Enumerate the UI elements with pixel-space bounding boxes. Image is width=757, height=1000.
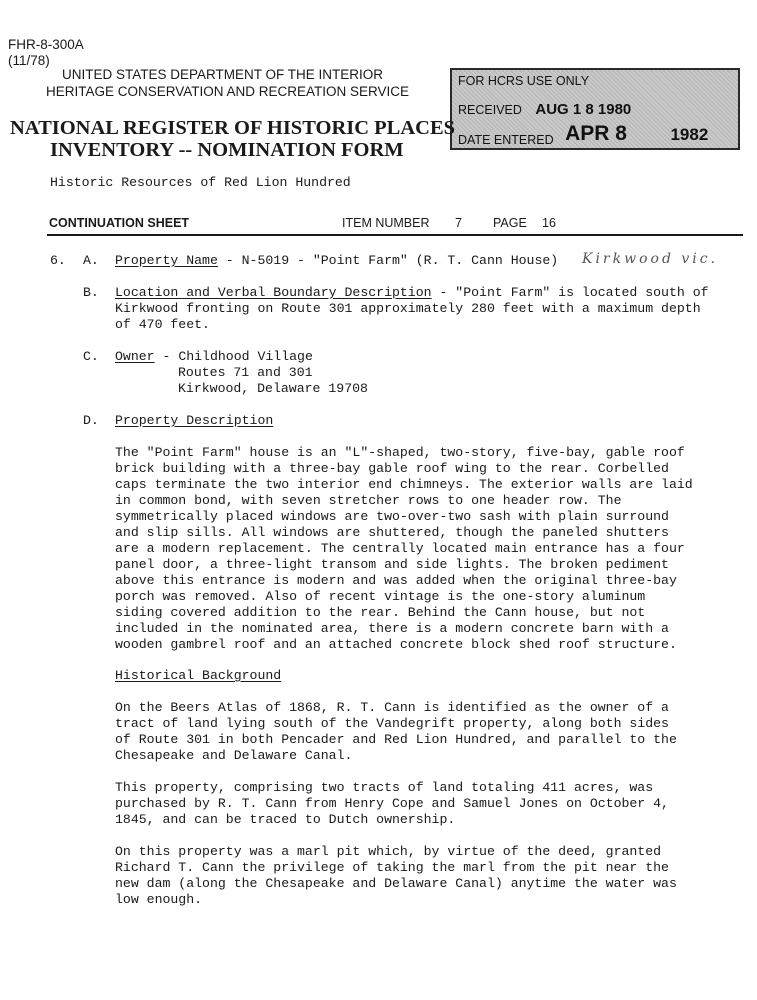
stamp-received-label: RECEIVED [458,103,522,117]
agency-line-1: UNITED STATES DEPARTMENT OF THE INTERIOR [62,67,384,82]
page-number: 16 [542,216,556,230]
item-a-letter: A. [83,253,99,268]
description-line: in common bond, with seven stretcher rows to one header row. The [115,493,622,508]
description-line: porch was removed. Also of recent vintage is the one-story aluminum [115,589,646,604]
stamp-received-date: AUG 1 8 1980 [535,101,632,118]
item-b-text [115,285,715,333]
location-heading: Location and Verbal Boundary Description [115,285,432,300]
history-line: On this property was a marl pit which, by virtue of the deed, granted [115,844,662,859]
continuation-label: CONTINUATION SHEET [49,216,190,230]
continuation-rule [47,234,743,236]
property-description-heading: Property Description [115,413,274,428]
location-line-1: - "Point Farm" is located south of [431,285,709,300]
owner-name: - Childhood Village [154,349,313,364]
form-number: FHR-8-300A [8,37,84,52]
title-line-1: NATIONAL REGISTER OF HISTORIC PLACES [10,117,456,139]
agency-line-2: HERITAGE CONSERVATION AND RECREATION SERVICE [46,84,410,99]
owner-line-1 [115,349,313,364]
form-date: (11/78) [8,53,50,68]
stamp-received-row [458,101,631,118]
owner-line-2: Routes 71 and 301 [178,365,313,380]
description-line: wooden gambrel roof and an attached concrete block shed roof structure. [115,637,677,652]
document-subtitle: Historic Resources of Red Lion Hundred [50,175,351,190]
property-name-text: - N-5019 - "Point Farm" (R. T. Cann House) [217,253,559,268]
location-line-3: of 470 feet. [115,317,210,332]
item-d-letter: D. [83,413,99,428]
description-line: are a modern replacement. The centrally located main entrance has a four [115,541,685,556]
item-number-label: ITEM NUMBER [342,216,430,230]
item-b-letter: B. [83,285,99,300]
history-line: new dam (along the Chesapeake and Delaware Canal) anytime the water was [115,876,677,891]
hcrs-use-stamp [450,68,740,150]
history-line: 1845, and can be traced to Dutch ownership. [115,812,456,827]
section-number: 6. [50,253,66,268]
history-line: purchased by R. T. Cann from Henry Cope and Samuel Jones on October 4, [115,796,669,811]
description-line: symmetrically placed windows are two-over-two sash with plain surround [115,509,669,524]
property-description-paragraph [115,445,715,653]
location-line-2: Kirkwood fronting on Route 301 approximately 280 feet with a maximum depth [115,301,701,316]
title-line-2: INVENTORY -- NOMINATION FORM [50,139,404,161]
owner-heading: Owner [115,349,155,364]
form-code [8,37,84,69]
history-line: This property, comprising two tracts of land totaling 411 acres, was [115,780,654,795]
stamp-entered-year: 1982 [670,125,709,144]
item-a-line [115,253,558,268]
historical-background-heading: Historical Background [115,668,282,683]
historical-paragraph-1 [115,700,715,764]
item-c-letter: C. [83,349,99,364]
page-label: PAGE [493,216,527,230]
form-title [10,117,455,161]
stamp-for-use: FOR HCRS USE ONLY [458,74,590,88]
description-line: and slip sills. All windows are shuttered, though the paneled shutters [115,525,669,540]
history-line: Richard T. Cann the privilege of taking the marl from the pit near the [115,860,669,875]
item-number: 7 [455,216,462,230]
description-line: panel door, a three-light transom and side lights. The broken pediment [115,557,669,572]
description-line: caps terminate the two interior end chimneys. The exterior walls are laid [115,477,693,492]
history-line: On the Beers Atlas of 1868, R. T. Cann is identified as the owner of a [115,700,669,715]
continuation-bar [47,216,743,236]
description-line: brick building with a three-bay gable roof wing to the rear. Corbelled [115,461,669,476]
history-line: tract of land lying south of the Vandegrift property, along both sides [115,716,669,731]
history-line: low enough. [115,892,203,907]
description-line: above this entrance is modern and was added when the original three-bay [115,573,677,588]
property-name-heading: Property Name [115,253,218,268]
handwritten-note: Kirkwood vic. [582,251,719,267]
history-line: Chesapeake and Delaware Canal. [115,748,353,763]
stamp-entered-label: DATE ENTERED [458,133,554,147]
stamp-entered-row [458,122,709,150]
description-line: The "Point Farm" house is an "L"-shaped, two-story, five-bay, gable roof [115,445,685,460]
owner-line-3: Kirkwood, Delaware 19708 [178,381,368,396]
historical-paragraph-2 [115,780,715,828]
description-line: included in the nominated area, there is a modern concrete barn with a [115,621,669,636]
stamp-entered-date: APR 8 [565,122,627,145]
description-line: siding covered addition to the rear. Behind the Cann house, but not [115,605,646,620]
history-line: of Route 301 in both Pencader and Red Lion Hundred, and parallel to the [115,732,677,747]
historical-paragraph-3 [115,844,715,908]
